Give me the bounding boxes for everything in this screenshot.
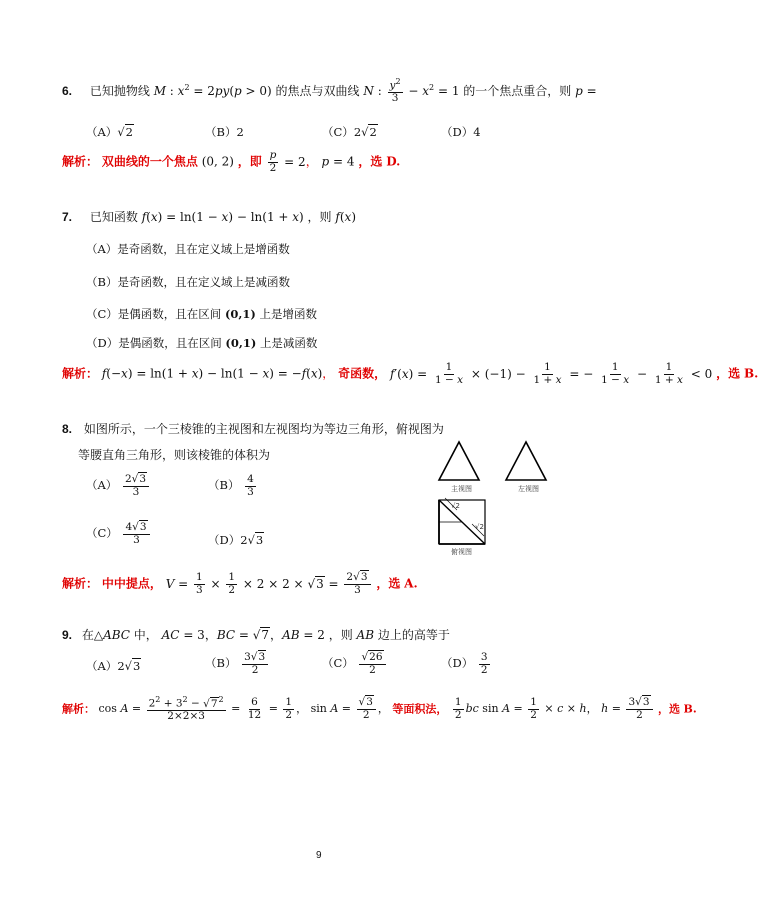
q8-stem-line1: 8. 如图所示，一个三棱锥的主视图和左视图均为等边三角形，俯视图为: [62, 422, 444, 436]
q8-option-b: （B） $\frac{4}{3}$: [208, 473, 254, 498]
q6-option-c: （C）2√2: [322, 125, 377, 139]
q6-analysis: 解析： 双曲线的一个焦点 (0, 2) ，即 $\frac{p}{2}$ = 2， p = 4 ，选 D.: [62, 149, 401, 174]
q9-stem: 9. 在△ABC 中， AC = 3，BC = √7，AB = 2 ，则 AB 边上的高等于: [62, 628, 450, 642]
q7-option-d: （D）是偶函数，且在区间 (0,1) 上是减函数: [86, 336, 318, 350]
q8-number: 8.: [62, 422, 73, 436]
front-view-label: 主视图: [451, 485, 472, 493]
q9-option-a: （A）2√3: [86, 659, 141, 673]
q9-option-d: （D） $\frac{3}{2}$: [441, 651, 488, 676]
q6-frac-y2-3: $\frac{y^2}{3}$: [389, 77, 401, 105]
q7-stem: 7. 已知函数 f(x) = ln(1 − x) − ln(1 + x) ，则 f(x): [62, 210, 356, 224]
q7-option-c: （C）是偶函数，且在区间 (0,1) 上是增函数: [86, 307, 318, 321]
q9-option-c: （C） $\frac{√26}{2}$: [322, 652, 388, 676]
q8-option-a: （A） $\frac{2√3}{3}$: [86, 474, 151, 498]
q8-stem-line2: 等腰直角三角形，则该棱锥的体积为: [78, 448, 271, 462]
q9-number: 9.: [62, 628, 73, 642]
q6-number: 6.: [62, 83, 73, 98]
sqrt2-label-2: √2: [475, 523, 484, 531]
q7-option-a: （A）是奇函数，且在定义域上是增函数: [86, 242, 290, 256]
q9-analysis: 解析： cos A = $\frac{2^2 + 3^2 - √7^2}{2\times 2\times 3}$ = $\frac{6}{12}$ = $\frac{1}{2}$ ， sin A = $\frac{√3}{2}$ ， 等面积法， $\frac{1}{2}$ bc sin A = $\frac{1}{2}$ × c × h， h = $\frac{3√3}{2}$ ，选 B.: [62, 695, 697, 723]
q7-option-b: （B）是奇函数，且在定义域上是减函数: [86, 275, 290, 289]
front-view-triangle: [439, 442, 479, 480]
q9-option-b: （B） $\frac{3√3}{2}$: [205, 652, 270, 676]
page-number: 9: [316, 850, 322, 861]
sqrt2-label-1: √2: [451, 502, 460, 510]
q7-number: 7.: [62, 210, 73, 224]
q6-option-a: （A）√2: [86, 125, 133, 139]
q8-option-d: （D）2√3: [208, 533, 264, 547]
q6-option-b: （B）2: [205, 125, 244, 139]
top-view-diagram: [439, 498, 485, 544]
q7-analysis: 解析： f(−x) = ln(1 + x) − ln(1 − x) = −f(x)， 奇函数， f′(x) = $\frac{1}{1 - x}$ × (−1) − $\frac{1}{1 + x}$ = − $\frac{1}{1 - x}$ − $\frac{1}{1 + x}$ < 0 ，选 B.: [62, 361, 758, 386]
q6-stem: 6. 已知抛物线 M : $x^2 = 2py(p > 0)$ 的焦点与双曲线 N : $\frac{y^2}{3}$ − $x^2 = 1$ 的一个焦点重合，则 p =: [62, 77, 597, 105]
q8-option-c: （C） $\frac{4√3}{3}$: [86, 522, 152, 546]
q6-option-d: （D）4: [441, 125, 481, 139]
side-view-triangle: [506, 442, 546, 480]
side-view-label: 左视图: [518, 485, 539, 493]
top-view-label: 俯视图: [451, 548, 472, 556]
q8-analysis: 解析： 中中提点， V = $\frac{1}{3}$ × $\frac{1}{2}$ × 2 × 2 × √3 = $\frac{2√3}{3}$ ，选 A.: [62, 571, 418, 596]
